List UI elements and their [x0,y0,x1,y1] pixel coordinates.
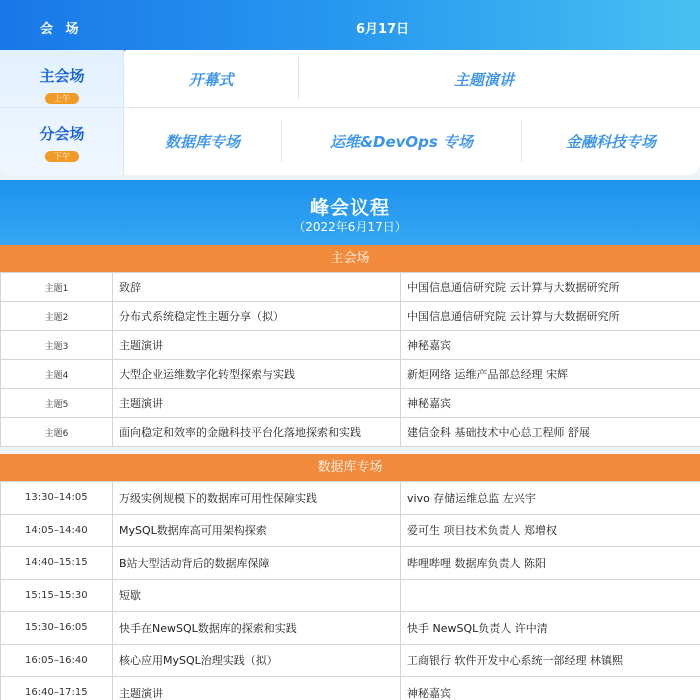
speaker-info: 中国信息通信研究院 云计算与大数据研究所 [401,273,700,302]
database-track-bar: 数据库专场 [0,454,700,481]
topic-title: 万级实例规模下的数据库可用性保障实践 [113,482,401,515]
speaker-info: 神秘嘉宾 [401,677,700,700]
speaker-info: 神秘嘉宾 [401,389,700,418]
topic-number: 主题6 [1,418,113,447]
speaker-info: 哔哩哔哩 数据库负责人 陈阳 [401,547,700,580]
topic-title: 主题演讲 [113,389,401,418]
time-slot: 15:15–15:30 [1,579,113,612]
topic-title: 面向稳定和效率的金融科技平台化落地探索和实践 [113,418,401,447]
speaker-info: 建信金科 基础技术中心总工程师 舒展 [401,418,700,447]
topic-title: 短歇 [113,579,401,612]
topic-number: 主题5 [1,389,113,418]
venue-main [0,50,124,107]
speaker-info: 快手 NewSQL负责人 许中清 [401,612,700,645]
main-venue-table [0,272,700,447]
topic-title: B站大型活动背后的数据库保障 [113,547,401,580]
venue-main-badge: 上午 [45,93,79,104]
agenda-title: 峰会议程 [309,197,390,219]
venue-sub [0,107,124,175]
speaker-info: 工商银行 软件开发中心系统一部经理 林镇熙 [401,644,700,677]
venue-column-header: 会 场 [40,22,83,37]
time-slot: 14:40–15:15 [1,547,113,580]
speaker-info: 新炬网络 运维产品部总经理 宋辉 [401,360,700,389]
main-venue-bar: 主会场 [0,245,700,272]
time-slot: 15:30–16:05 [1,612,113,645]
session-keynote[interactable]: 主题演讲 [453,71,514,89]
table-row [1,418,700,447]
date-column-header: 6月17日 [356,22,410,37]
table-row [1,547,700,580]
speaker-info: 神秘嘉宾 [401,331,700,360]
time-slot: 16:40–17:15 [1,677,113,700]
speaker-info [401,579,700,612]
table-row [1,677,700,700]
agenda-banner [0,180,700,245]
venue-main-name: 主会场 [39,67,85,85]
speaker-info: 中国信息通信研究院 云计算与大数据研究所 [401,302,700,331]
topic-title: 分布式系统稳定性主题分享（拟） [113,302,401,331]
topic-number: 主题4 [1,360,113,389]
venue-column [0,50,124,175]
schedule-row-divider [0,107,700,108]
schedule-card [0,0,700,175]
time-slot: 16:05–16:40 [1,644,113,677]
topic-title: 大型企业运维数字化转型探索与实践 [113,360,401,389]
topic-number: 主题1 [1,273,113,302]
table-row [1,389,700,418]
topic-title: 快手在NewSQL数据库的探索和实践 [113,612,401,645]
session-opening[interactable]: 开幕式 [188,71,234,89]
topic-title: 致辞 [113,273,401,302]
speaker-info: 爱可生 项目技术负责人 郑增权 [401,514,700,547]
session-fintech[interactable]: 金融科技专场 [565,133,656,151]
topic-number: 主题3 [1,331,113,360]
table-row [1,514,700,547]
speaker-info: vivo 存储运维总监 左兴宇 [401,482,700,515]
venue-sub-name: 分会场 [39,125,85,143]
agenda-subtitle: （2022年6月17日） [293,220,407,234]
table-row [1,273,700,302]
time-slot: 14:05–14:40 [1,514,113,547]
table-row [1,644,700,677]
topic-title: 核心应用MySQL治理实践（拟） [113,644,401,677]
session-devops[interactable]: 运维&DevOps 专场 [329,133,474,151]
topic-title: 主题演讲 [113,331,401,360]
database-track-table [0,481,700,700]
topic-title: MySQL数据库高可用架构探索 [113,514,401,547]
schedule-header [0,0,700,50]
venue-sub-badge: 下午 [45,151,79,162]
table-row [1,579,700,612]
table-row [1,331,700,360]
table-row [1,360,700,389]
time-slot: 13:30–14:05 [1,482,113,515]
table-row [1,612,700,645]
topic-title: 主题演讲 [113,677,401,700]
table-row [1,302,700,331]
table-row [1,482,700,515]
topic-number: 主题2 [1,302,113,331]
session-database[interactable]: 数据库专场 [164,133,240,151]
